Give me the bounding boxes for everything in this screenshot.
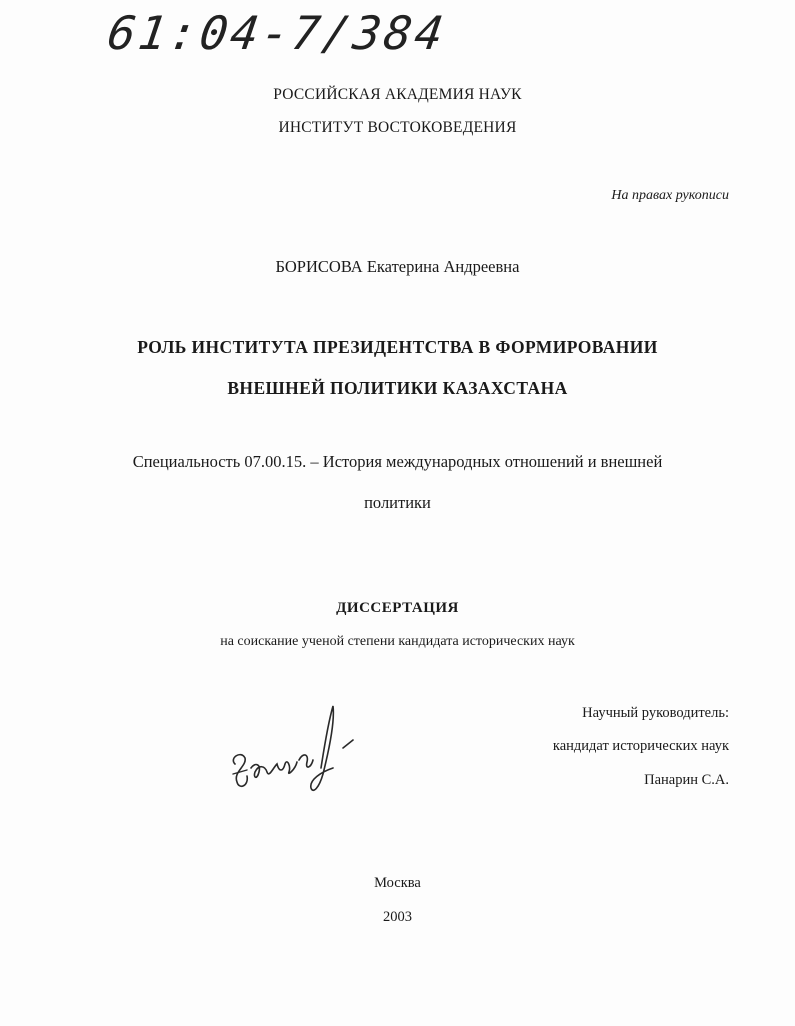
archive-code-handwritten: 61:04-7/384 bbox=[104, 6, 450, 60]
academy-name: РОССИЙСКАЯ АКАДЕМИЯ НАУК bbox=[273, 86, 522, 103]
supervisor-label: Научный руководитель: bbox=[582, 705, 729, 721]
specialty-line-2: политики bbox=[364, 493, 431, 512]
institute-name: ИНСТИТУТ ВОСТОКОВЕДЕНИЯ bbox=[278, 119, 517, 136]
specialty-line-1: Специальность 07.00.15. – История международных отношений и внешней bbox=[132, 452, 663, 471]
city: Москва bbox=[374, 875, 421, 891]
degree-statement: на соискание ученой степени кандидата исторических наук bbox=[220, 634, 575, 649]
title-line-1: РОЛЬ ИНСТИТУТА ПРЕЗИДЕНТСТВА В ФОРМИРОВАНИИ bbox=[137, 337, 658, 357]
supervisor-degree: кандидат исторических наук bbox=[552, 738, 729, 754]
author-signature bbox=[225, 702, 365, 802]
rights-note: На правах рукописи bbox=[611, 188, 729, 203]
document-type: ДИССЕРТАЦИЯ bbox=[336, 600, 459, 616]
year: 2003 bbox=[383, 909, 412, 925]
author-name: БОРИСОВА Екатерина Андреевна bbox=[275, 257, 520, 276]
supervisor-name: Панарин С.А. bbox=[644, 772, 729, 788]
title-line-2: ВНЕШНЕЙ ПОЛИТИКИ КАЗАХСТАНА bbox=[227, 378, 568, 398]
